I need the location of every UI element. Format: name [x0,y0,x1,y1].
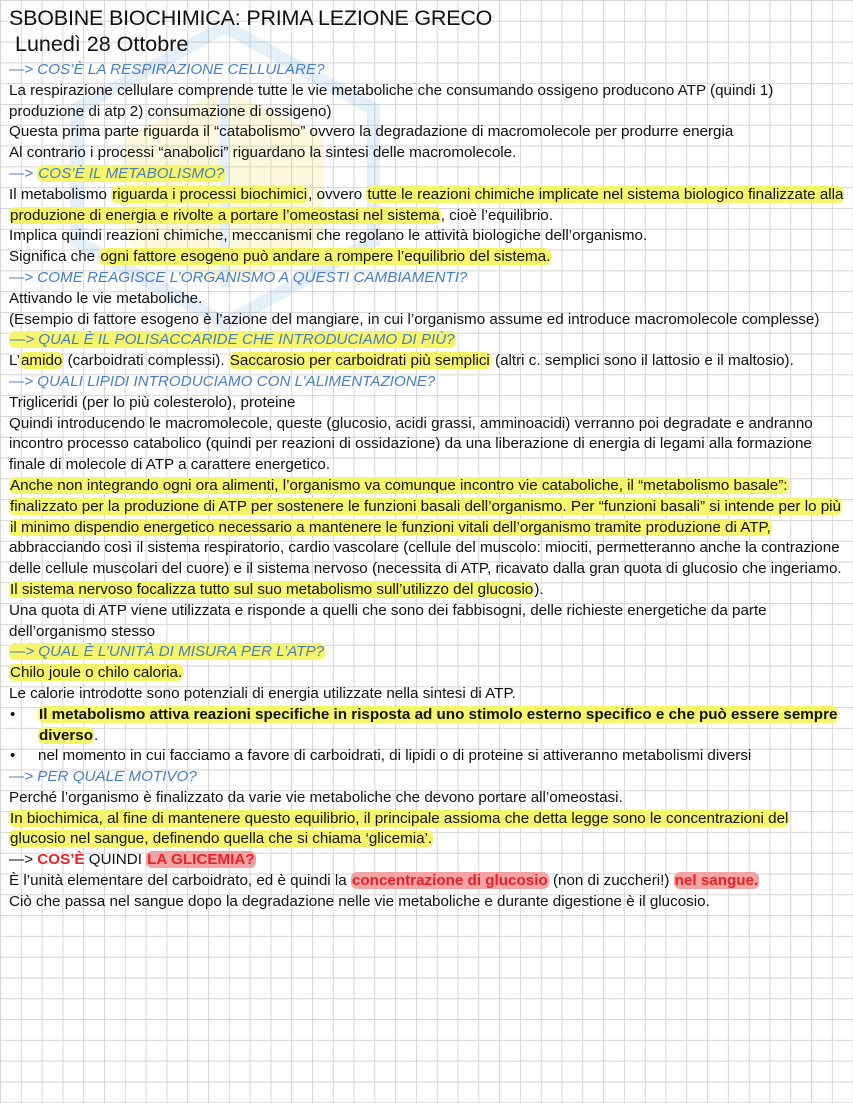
text: (non di zuccheri!) [548,872,674,890]
paragraph: Le calorie introdotte sono potenziali di energia utilizzate nella sintesi di ATP. [9,684,516,702]
bullet: • [10,747,16,765]
text: È l’unità elementare del carboidrato, ed è quindi la [9,872,351,890]
highlight: Chilo joule o chilo caloria. [10,664,183,682]
question-glicemia [9,850,845,871]
highlight: Anche non integrando ogni ora alimenti, l’organismo va comunque incontro vie cataboliche, il “metabolismo basale”: finalizzato per la produzione di ATP per sostenere le funzioni basali dell’organismo. Per “funzioni basali” si intende per lo più il minimo dispendio energetico necessario a mantenere le funzioni vitali dell’organismo tramite produzione di ATP, [10,476,842,536]
paragraph [9,476,845,601]
paragraph: (Esempio di fattore esogeno è l’azione del mangiare, in cui l’organismo assume ed introduce macromolecole complesse) [9,310,820,328]
text: ). [534,580,544,598]
highlight-red: LA GLICEMIA? [147,851,255,869]
highlight: tutte le reazioni chimiche implicate nel sistema biologico finalizzate alla produzione di energia e rivolte a portare l’omeostasi nel sistema [10,185,844,224]
red-text: COS’È [37,851,85,869]
text: (carboidrati complessi). [63,352,229,370]
text: Il metabolismo [9,185,112,203]
text: , cioè l’equilibrio. [440,206,553,224]
highlight: —> QUAL È IL POLISACCARIDE CHE INTRODUCIAMO DI PIÙ? [10,331,455,349]
list-item [9,746,845,767]
paragraph [9,663,845,684]
notes-body [9,60,845,913]
highlight: —> QUAL È L’UNITÀ DI MISURA PER L’ATP? [10,643,325,661]
text: , ovvero [308,185,367,203]
highlight: riguarda i processi biochimici [112,185,308,203]
question-metabolismo [9,164,845,185]
highlight-red: concentrazione di glucosio [351,872,548,890]
paragraph [9,809,845,851]
paragraph: Al contrario i processi “anabolici” riguardano la sintesi delle macromolecole. [9,144,517,162]
paragraph [9,185,845,227]
question-lipidi: —> QUALI LIPIDI INTRODUCIAMO CON L’ALIMENTAZIONE? [9,372,436,390]
bullet-list [9,705,845,767]
question-respirazione: —> COS’È LA RESPIRAZIONE CELLULARE? [9,61,325,78]
paragraph [9,871,845,892]
paragraph: Attivando le vie metaboliche. [9,289,203,307]
question-reazione: —> COME REAGISCE L’ORGANISMO A QUESTI CAMBIAMENTI? [9,268,468,286]
text: —> [9,851,38,869]
text: Significa che [9,248,100,266]
text: abbracciando così il sistema respiratorio, cardio vascolare (cellule del muscolo: miociti, permetteranno anche la contrazione delle cellule muscolari del cuore) e il sistema nervoso (necessita di ATP, ricavato dalla gran quota di glucosio che ingeriamo. [9,539,842,578]
paragraph: Implica quindi reazioni chimiche, meccanismi che regolano le attività biologiche dell’organismo. [9,227,648,245]
highlight-red: nel sangue. [674,872,759,890]
question-polisaccaride [9,330,845,351]
paragraph: Trigliceridi (per lo più colesterolo), proteine [9,393,296,411]
text: QUINDI [84,851,147,869]
highlight: Il metabolismo attiva reazioni specifiche in risposta ad uno stimolo esterno specifico e che può essere sempre diverso [39,705,838,744]
highlight: COS’È IL METABOLISMO? [38,164,225,182]
question-arrow: —> [9,164,38,182]
paragraph: Ciò che passa nel sangue dopo la degradazione nelle vie metaboliche e durante digestione è il glucosio. [9,892,710,910]
paragraph: Perché l’organismo è finalizzato da varie vie metaboliche che devono portare all’omeostasi. [9,788,623,806]
page-title: SBOBINE BIOCHIMICA: PRIMA LEZIONE GRECO [9,6,493,30]
notes-page [9,5,845,913]
text: . [94,726,99,744]
highlight: In biochimica, al fine di mantenere questo equilibrio, il principale assioma che detta legge sono le concentrazioni del glucosio nel sangue, definendo quella che si chiama ‘glicemia’. [10,809,789,848]
paragraph [9,247,845,268]
highlight: Saccarosio per carboidrati più semplici [229,352,490,370]
paragraph [9,351,845,372]
paragraph: Una quota di ATP viene utilizzata e risponde a quelli che sono dei fabbisogni, delle richieste energetiche da parte dell’organismo stesso [9,601,767,640]
text: nel momento in cui facciamo a favore di carboidrati, di lipidi o di proteine si attiveranno metabolismi diversi [38,747,752,765]
page-date: Lunedì 28 Ottobre [15,32,189,56]
list-item [9,705,845,747]
paragraph: Quindi introducendo le macromolecole, queste (glucosio, acidi grassi, amminoacidi) verranno poi degradate e andranno incontro processo catabolico (quindi per reazioni di ossidazione) da una liberazione di energia di legami alla formazione finale di molecole di ATP a carattere energetico. [9,414,813,474]
question-motivo: —> PER QUALE MOTIVO? [9,768,197,786]
highlight: amido [20,352,63,370]
highlight: Il sistema nervoso focalizza tutto sul suo metabolismo sull’utilizzo del glucosio [10,580,534,598]
paragraph: Questa prima parte riguarda il “catabolismo” ovvero la degradazione di macromolecole per produrre energia [9,123,734,141]
question-unita-atp [9,642,845,663]
text: L’ [9,352,20,370]
paragraph: La respirazione cellulare comprende tutte le vie metaboliche che consumando ossigeno producono ATP (quindi 1) produzione di atp 2) consumazione di ossigeno) [9,81,774,120]
text: (altri c. semplici sono il lattosio e il maltosio). [490,352,794,370]
bullet: • [10,705,16,723]
highlight: ogni fattore esogeno può andare a rompere l’equilibrio del sistema. [100,248,551,266]
